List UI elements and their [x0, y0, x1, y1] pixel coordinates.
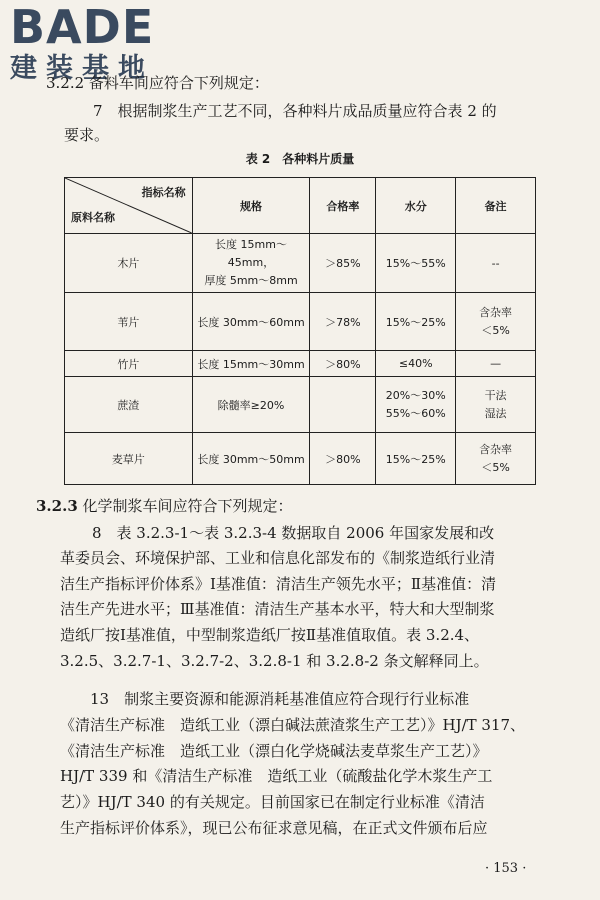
- row-spec: 长度 30mm～50mm: [192, 433, 310, 485]
- paragraph-8-line: 3.2.5、3.2.7-1、3.2.7-2、3.2.8-1 和 3.2.8-2 条文解释同上。: [60, 652, 489, 670]
- table-header-row: [65, 178, 536, 234]
- section-heading-323: [36, 495, 293, 516]
- row-moisture: 15%～25%: [376, 293, 456, 351]
- material-quality-table: [64, 177, 536, 485]
- paragraph-13-line: HJ/T 339 和《清洁生产标准 造纸工业（硫酸盐化学木浆生产工: [60, 767, 493, 785]
- table-caption: 表 2 各种料片质量: [245, 152, 355, 166]
- row-spec: 长度 15mm～30mm: [192, 351, 310, 377]
- row-remarks-line: 含杂率: [479, 305, 513, 319]
- row-material: 木片: [65, 234, 193, 293]
- paragraph-13-line: 艺）》HJ/T 340 的有关规定。目前国家已在制定行业标准《清洁: [60, 793, 485, 811]
- diagonal-header-top: 指标名称: [141, 186, 186, 199]
- row-moisture: 15%～25%: [376, 433, 456, 485]
- row-remarks: [456, 377, 536, 433]
- row-remarks-line: ＜5%: [481, 323, 510, 337]
- row-remarks-line: ＜5%: [481, 460, 510, 474]
- section-title: 化学制浆车间应符合下列规定：: [82, 497, 293, 515]
- row-remarks-line: 干法: [484, 388, 507, 402]
- header-spec: 规格: [192, 178, 310, 234]
- diagonal-header-bottom: 原料名称: [71, 211, 115, 224]
- paragraph-8-line: 8 表 3.2.3-1～表 3.2.3-4 数据取自 2006 年国家发展和改: [92, 524, 495, 542]
- paragraph-13-line: 《清洁生产标准 造纸工业（漂白化学烧碱法麦草浆生产工艺）》: [60, 742, 488, 760]
- row-material: 竹片: [65, 351, 193, 377]
- row-moisture: 15%～55%: [376, 234, 456, 293]
- row-remarks-line: 湿法: [484, 406, 507, 420]
- row-material: 蔗渣: [65, 377, 193, 433]
- paragraph-item7-line1: 7 根据制浆生产工艺不同，各种料片成品质量应符合表 2 的: [93, 102, 497, 120]
- header-pass-rate: 合格率: [310, 178, 376, 234]
- row-remarks: --: [456, 234, 536, 293]
- paragraph-8-line: 洁生产指标评价体系》Ⅰ基准值：清洁生产领先水平；Ⅱ基准值：清: [60, 575, 497, 593]
- section-number: 3.2.3: [36, 497, 78, 515]
- page-number: · 153 ·: [485, 861, 527, 876]
- row-pass-rate: ＞80%: [310, 433, 376, 485]
- row-moisture: ≤40%: [376, 351, 456, 377]
- paragraph-13-line: 13 制浆主要资源和能源消耗基准值应符合现行行业标准: [90, 690, 470, 708]
- logo-subtext: 建装基地: [10, 53, 154, 84]
- paragraph-item7-line2: 要求。: [64, 126, 110, 144]
- logo-text: BADE: [10, 0, 155, 54]
- row-spec: 长度 30mm～60mm: [192, 293, 310, 351]
- table-row: [65, 234, 536, 293]
- section-heading-322: 3.2.2 备料车间应符合下列规定：: [46, 74, 269, 92]
- row-remarks: —: [456, 351, 536, 377]
- row-moisture: [376, 377, 456, 433]
- table-row: [65, 351, 536, 377]
- table-row: [65, 377, 536, 433]
- row-spec-line: 厚度 5mm～8mm: [204, 274, 298, 287]
- row-moisture-line: 20%～30%: [385, 388, 446, 402]
- table-row: [65, 293, 536, 351]
- row-remarks: [456, 293, 536, 351]
- row-material: 苇片: [65, 293, 193, 351]
- row-pass-rate: ＞78%: [310, 293, 376, 351]
- row-moisture-line: 55%～60%: [385, 406, 446, 420]
- paragraph-13-line: 生产指标评价体系》，现已公布征求意见稿，在正式文件颁布后应: [60, 819, 488, 837]
- row-pass-rate: ＞80%: [310, 351, 376, 377]
- row-pass-rate: [310, 377, 376, 433]
- header-remarks: 备注: [456, 178, 536, 234]
- diagonal-header-cell: [65, 178, 193, 234]
- row-pass-rate: ＞85%: [310, 234, 376, 293]
- row-material: 麦草片: [65, 433, 193, 485]
- header-moisture: 水分: [376, 178, 456, 234]
- row-remarks-line: 含杂率: [479, 442, 513, 456]
- paragraph-13-line: 《清洁生产标准 造纸工业（漂白碱法蔗渣浆生产工艺）》HJ/T 317、: [60, 716, 526, 734]
- row-spec-line: 长度 15mm～45mm，: [215, 238, 287, 269]
- paragraph-8-line: 洁生产先进水平；Ⅲ基准值：清洁生产基本水平，特大和大型制浆: [60, 600, 495, 618]
- row-spec: [192, 234, 310, 293]
- row-remarks: [456, 433, 536, 485]
- row-spec: 除髓率≥20%: [192, 377, 310, 433]
- paragraph-8-line: 革委员会、环境保护部、工业和信息化部发布的《制浆造纸行业清: [60, 549, 496, 567]
- table-row: [65, 433, 536, 485]
- paragraph-8-line: 造纸厂按Ⅰ基准值，中型制浆造纸厂按Ⅱ基准值取值。表 3.2.4、: [60, 626, 480, 644]
